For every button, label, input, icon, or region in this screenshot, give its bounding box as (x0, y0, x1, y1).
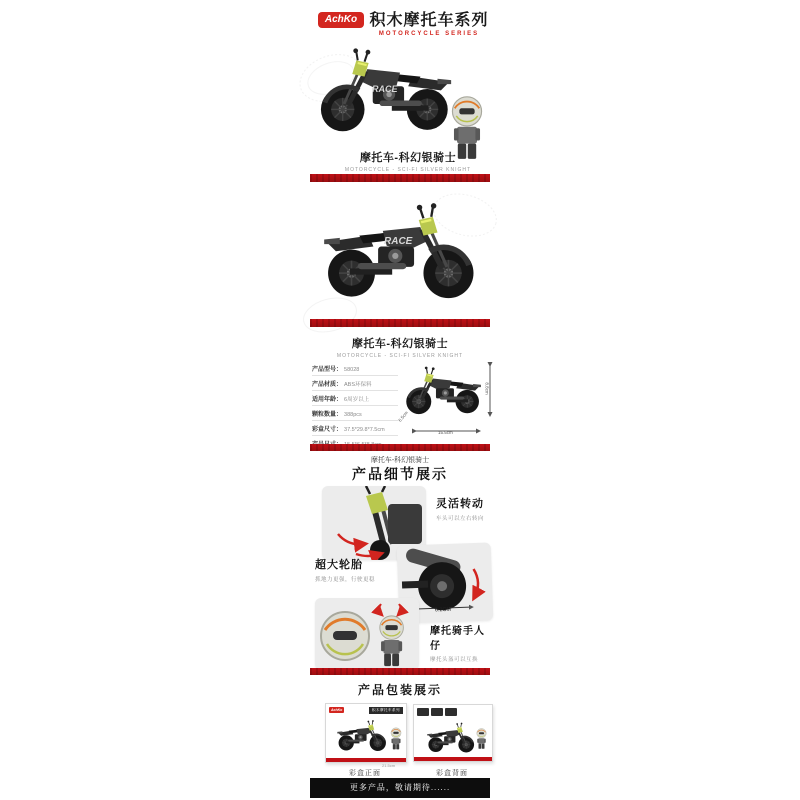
spec-label: 适用年龄： (312, 397, 343, 403)
spec-value: 6周岁以上 (344, 397, 370, 403)
detail-text-steering (436, 495, 492, 522)
spec-product-photo (400, 360, 486, 422)
spec-label: 产品型号： (312, 367, 343, 373)
detail-desc: 车头可以左右转向 (436, 516, 485, 522)
box-front (325, 703, 407, 763)
box-red-stripe (414, 757, 492, 761)
red-divider-banner (310, 444, 490, 451)
series-title: 积木摩托车系列 (369, 12, 489, 29)
spec-row (312, 421, 398, 436)
spec-row (312, 376, 398, 391)
spec-label: 颗粒数量： (312, 412, 343, 418)
product-name-block (328, 149, 488, 173)
spec-title-en: MOTORCYCLE - SCI-FI SILVER KNIGHT (336, 353, 464, 359)
spec-value: ABS环保料 (344, 382, 372, 388)
red-divider-banner (310, 319, 490, 327)
spec-table (312, 361, 398, 451)
red-divider-banner (310, 174, 490, 182)
detail-title: 摩托骑手人仔 (430, 626, 485, 652)
box-red-stripe (326, 758, 406, 762)
box-series-title: 积木摩托车系列 (369, 707, 403, 714)
hero-product-photo-2 (314, 192, 486, 312)
motorcycle-illustration (424, 719, 478, 757)
detail-text-rider (430, 622, 492, 663)
spec-title-block (308, 335, 492, 359)
spec-title-cn: 摩托车-科幻银骑士 (351, 338, 449, 350)
detail-desc: 抓地力更强，行驶更稳 (315, 577, 376, 583)
motorcycle-illustration (334, 716, 390, 756)
box-back-thumbnails (417, 708, 457, 716)
product-name-cn: 摩托车-科幻银骑士 (359, 152, 457, 164)
box-back (413, 704, 493, 762)
red-divider-banner (310, 668, 490, 675)
packaging-section-title: 产品包装展示 (357, 683, 442, 697)
spec-row (312, 406, 398, 421)
box-front-label: 彩盒正面 (349, 770, 381, 777)
details-section-title: 产品细节展示 (352, 466, 448, 482)
page-header (366, 7, 492, 37)
race-decal: RACE (372, 84, 398, 94)
spec-label: 产品材质： (312, 382, 343, 388)
series-subtitle-en: MOTORCYCLE SERIES (378, 31, 480, 37)
height-dimension-label: 8.8cm (484, 382, 490, 395)
motorcycle-illustration (314, 192, 486, 312)
details-pre-title: 摩托车-科幻银骑士 (370, 457, 430, 464)
product-name-en: MOTORCYCLE - SCI-FI SILVER KNIGHT (344, 167, 472, 173)
detail-desc: 摩托头盔可以互换 (430, 657, 479, 663)
wheel-dimension-label: 6.2CM (434, 606, 452, 614)
width-dimension-label: 6.5cm (397, 410, 409, 423)
spec-value: 388pcs (344, 412, 362, 418)
detail-image-rider (315, 598, 419, 670)
hero-product-photo-1 (310, 44, 460, 138)
box-brand-logo: AchKo (331, 708, 343, 712)
detail-title: 超大轮胎 (315, 559, 363, 571)
box-width-label: 21.5cm (382, 763, 396, 768)
spec-value: 37.5*29.8*7.5cm (344, 427, 385, 433)
footer-banner: 更多产品，敬请期待...... (310, 778, 490, 798)
brand-logo: AchKo (318, 12, 364, 28)
spec-row (312, 361, 398, 376)
spec-row (312, 391, 398, 406)
helmet-and-rider-closeup (315, 598, 419, 670)
rider-minifigure (388, 726, 404, 752)
spec-value: 58028 (344, 367, 360, 373)
race-decal: RACE (384, 236, 413, 247)
detail-text-tires (315, 556, 391, 583)
detail-title: 灵活转动 (436, 498, 484, 510)
spec-label: 彩盒尺寸： (312, 427, 343, 433)
motorcycle-illustration (400, 360, 486, 422)
motorcycle-illustration (310, 44, 460, 138)
length-dimension-label: 15.5cm (438, 430, 453, 435)
box-back-label: 彩盒背面 (436, 770, 468, 777)
rider-minifigure (474, 727, 489, 751)
